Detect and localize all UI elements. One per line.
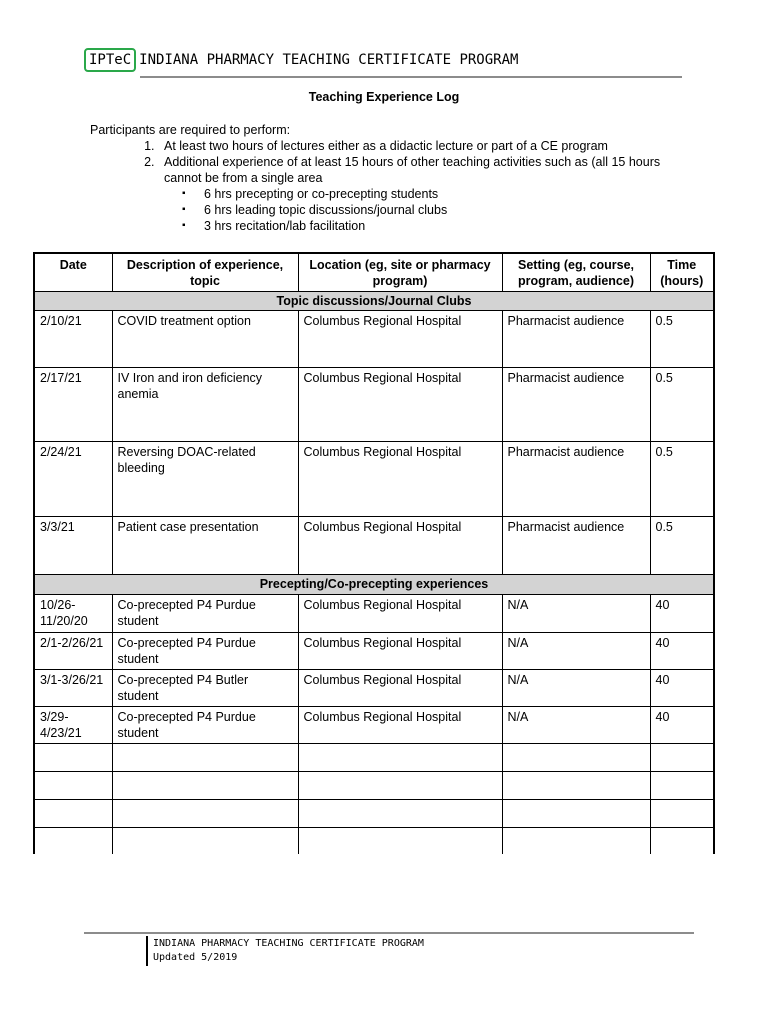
- cell-date: 10/26-11/20/20: [34, 595, 112, 633]
- table-row: [34, 670, 714, 707]
- cell-setting: Pharmacist audience: [502, 368, 650, 442]
- requirement-item: 1. At least two hours of lectures either as a didactic lecture or part of a CE program: [158, 138, 690, 154]
- footer-divider: [84, 932, 694, 934]
- cell-setting: N/A: [502, 707, 650, 744]
- cell-setting: N/A: [502, 670, 650, 707]
- table-row-empty: [34, 772, 714, 800]
- cell-time: 0.5: [650, 368, 714, 442]
- page-header: [84, 48, 518, 72]
- teaching-experience-table: [33, 252, 715, 854]
- cell-location: Columbus Regional Hospital: [298, 442, 502, 517]
- requirement-item: 2. Additional experience of at least 15 hours of other teaching activities such as (all 15 hours cannot be from a single area: [158, 154, 690, 186]
- table-row: [34, 368, 714, 442]
- section-label: Topic discussions/Journal Clubs: [34, 292, 714, 311]
- cell-date: 2/1-2/26/21: [34, 633, 112, 670]
- cell-location: Columbus Regional Hospital: [298, 368, 502, 442]
- table-row: [34, 633, 714, 670]
- requirements-lead: Participants are required to perform:: [90, 123, 291, 137]
- cell-setting: Pharmacist audience: [502, 442, 650, 517]
- cell-description: Co-precepted P4 Butler student: [112, 670, 298, 707]
- cell-time: 40: [650, 707, 714, 744]
- cell-location: Columbus Regional Hospital: [298, 311, 502, 368]
- cell-description: COVID treatment option: [112, 311, 298, 368]
- cell-description: Co-precepted P4 Purdue student: [112, 595, 298, 633]
- page-footer: [153, 937, 424, 965]
- cell-time: 0.5: [650, 442, 714, 517]
- section-row-topic-discussions: [34, 292, 714, 311]
- activity-breakdown-list: [90, 186, 690, 234]
- cell-date: 3/3/21: [34, 517, 112, 575]
- cell-description: IV Iron and iron deficiency anemia: [112, 368, 298, 442]
- cell-time: 40: [650, 670, 714, 707]
- cell-time: 0.5: [650, 517, 714, 575]
- footer-program-name: INDIANA PHARMACY TEACHING CERTIFICATE PROGRAM: [153, 938, 424, 949]
- column-header-setting: Setting (eg, course, program, audience): [502, 253, 650, 292]
- cell-description: Co-precepted P4 Purdue student: [112, 633, 298, 670]
- table-row: [34, 311, 714, 368]
- cell-description: Patient case presentation: [112, 517, 298, 575]
- program-title: INDIANA PHARMACY TEACHING CERTIFICATE PROGRAM: [139, 52, 519, 68]
- column-header-time: Time (hours): [650, 253, 714, 292]
- requirements-section: [90, 122, 690, 234]
- cell-location: Columbus Regional Hospital: [298, 633, 502, 670]
- activity-item: ▪ 6 hrs leading topic discussions/journal clubs: [204, 202, 690, 218]
- document-title: Teaching Experience Log: [308, 90, 460, 104]
- cell-location: Columbus Regional Hospital: [298, 670, 502, 707]
- cell-time: 0.5: [650, 311, 714, 368]
- cell-setting: N/A: [502, 633, 650, 670]
- cell-date: 2/10/21: [34, 311, 112, 368]
- cell-time: 40: [650, 633, 714, 670]
- cell-setting: Pharmacist audience: [502, 311, 650, 368]
- cell-description: Reversing DOAC-related bleeding: [112, 442, 298, 517]
- column-header-date: Date: [34, 253, 112, 292]
- activity-item: ▪ 3 hrs recitation/lab facilitation: [204, 218, 690, 234]
- cell-date: 2/24/21: [34, 442, 112, 517]
- cell-setting: Pharmacist audience: [502, 517, 650, 575]
- cell-date: 3/29-4/23/21: [34, 707, 112, 744]
- cell-location: Columbus Regional Hospital: [298, 707, 502, 744]
- table-row: [34, 595, 714, 633]
- cell-time: 40: [650, 595, 714, 633]
- cell-date: 2/17/21: [34, 368, 112, 442]
- section-label: Precepting/Co-precepting experiences: [34, 575, 714, 595]
- cell-description: Co-precepted P4 Purdue student: [112, 707, 298, 744]
- table-row-empty: [34, 744, 714, 772]
- footer-updated-date: Updated 5/2019: [153, 952, 238, 963]
- section-row-precepting: [34, 575, 714, 595]
- cell-setting: N/A: [502, 595, 650, 633]
- cell-location: Columbus Regional Hospital: [298, 517, 502, 575]
- table-row-empty: [34, 800, 714, 828]
- cell-location: Columbus Regional Hospital: [298, 595, 502, 633]
- table-row: [34, 442, 714, 517]
- activity-item: ▪ 6 hrs precepting or co-precepting students: [204, 186, 690, 202]
- column-header-location: Location (eg, site or pharmacy program): [298, 253, 502, 292]
- header-divider: [140, 76, 682, 78]
- table-row-empty: [34, 828, 714, 854]
- column-header-description: Description of experience, topic: [112, 253, 298, 292]
- cell-date: 3/1-3/26/21: [34, 670, 112, 707]
- table-row: [34, 517, 714, 575]
- requirements-list: [90, 138, 690, 186]
- table-row: [34, 707, 714, 744]
- program-logo: IPTeC: [84, 48, 136, 72]
- table-header-row: [34, 253, 714, 292]
- footer-bar: [146, 936, 148, 966]
